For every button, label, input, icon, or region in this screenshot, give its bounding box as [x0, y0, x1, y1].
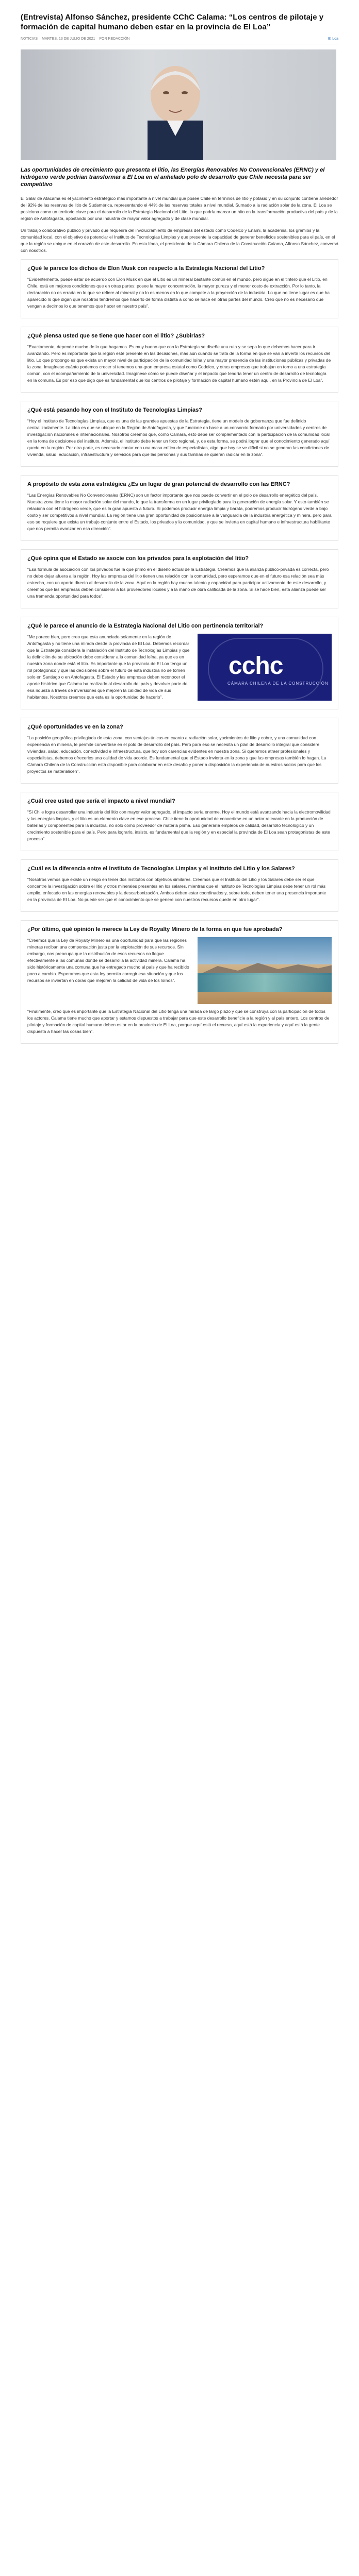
- qa-block: [21, 718, 338, 784]
- qa-block: [21, 401, 338, 467]
- answer-continued: “Finalmente, creo que es importante que la Estrategia Nacional del Litio tenga una mirada de largo plazo y que se construya con la participación de todos los actores. Calama tiene mucho que aportar y estamos dispuestos a trabajar para que este desarrollo beneficie a la región y al país entero. Los centros de pilotaje y formación de capital humano deben estar en la provincia de El Loa, porque aquí está el recurso, aquí está la experiencia y aquí está la gente dispuesta a hacer las cosas bien”.: [27, 1009, 330, 1034]
- question: ¿Qué piensa usted que se tiene que hacer con el litio? ¿Subirlas?: [27, 333, 205, 339]
- question: A propósito de esta zona estratégica ¿Es un lugar de gran potencial de desarrollo con las ERNC?: [27, 481, 290, 487]
- answer: “Las Energías Renovables No Convencionales (ERNC) son un factor importante que nos puede convertir en el polo de desarrollo energético del país. Nuestra zona tiene la mayor radiación solar del mundo, lo que la transforma en un lugar privilegiado para la generación de energía solar. Y esto también se relaciona con el hidrógeno verde, que es la gran apuesta a futuro. Si podemos producir energía limpia y barata, podremos producir hidrógeno verde a bajo costo y ser competitivos a nivel mundial. La región tiene una gran oportunidad de posicionarse a la vanguardia de la industria energética y minera, pero para eso se requiere que exista un trabajo conjunto entre el Estado, los privados y la comunidad, y que se invierta en capital humano e infraestructura habilitante que nos permita avanzar en esa dirección”.: [27, 493, 332, 531]
- answer: “Si Chile logra desarrollar una industria del litio con mayor valor agregado, el impacto sería enorme. Hoy el mundo está avanzando hacia la electromovilidad y las energías limpias, y el litio es un elemento clave en ese proceso. Chile tiene la oportunidad de convertirse en un actor relevante en la producción de baterías y componentes para la industria, no solo como proveedor de materia prima. Eso generaría empleos de calidad, desarrollo tecnológico y un crecimiento sostenible para el país. Pero para lograrlo, insisto, es fundamental que la región y en especial la provincia de El Loa sean protagonistas de este proceso”.: [27, 809, 331, 841]
- qa-block: [21, 792, 338, 851]
- meta-date: MARTES, 13 DE JULIO DE 2021: [42, 37, 95, 41]
- question: ¿Cuál es la diferencia entre el Instituto de Tecnologías Limpias y el Instituto del Litio y los Salares?: [27, 866, 295, 872]
- question: ¿Qué está pasando hoy con el Instituto de Tecnologías Limpias?: [27, 407, 203, 413]
- question: ¿Qué oportunidades ve en la zona?: [27, 724, 123, 730]
- article-lead: Las oportunidades de crecimiento que presenta el litio, las Energías Renovables No Convencionales (ERNC) y el hidrógeno verde podrían transformar a El Loa en el anhelado polo de desarrollo que Chile necesita para ser competitivo: [21, 167, 325, 188]
- answer: “Esa fórmula de asociación con los privados fue la que primó en el diseño actual de la Estrategia. Creemos que la alianza público-privada es correcta, pero no debe dejar afuera a la región. Hoy las empresas del litio tienen una relación con la comunidad, pero esperamos que en el futuro esa relación sea más estrecha, con un aporte directo al desarrollo de la zona. Aquí en la región hay mucho talento y capacidad para participar activamente de este desarrollo, y creemos que las empresas deben considerar a los proveedores locales y a la mano de obra calificada de la zona. Si se hace bien, esta alianza puede ser una tremenda oportunidad para todos”.: [27, 567, 329, 599]
- answer: “Evidentemente, puede estar de acuerdo con Elon Musk en que el Litio es un mineral bastante común en el mundo, pero sigue en el tintero que el Litio, en Chile, está en mejores condiciones que en otras partes: posee la mayor concentración, la mayor pureza y el menor costo de extracción. Por lo tanto, la declaración no es errada en lo que se refiere al mineral y no lo es menos en lo que compete a la proyección de la industria. Lo que no tiene lugar es que ha aparecido lo que digan que nosotros tendremos que hacerlo de forma distinta a como se hace en otras partes del mundo. Creo que no es necesario que vengan a decirnos lo que tenemos que hacer en nuestro país”.: [27, 277, 330, 309]
- question: ¿Qué le parece los dichos de Elon Musk con respecto a la Estrategia Nacional del Litio?: [27, 265, 265, 272]
- article-header: [0, 0, 359, 44]
- qa-block: [21, 549, 338, 608]
- meta-link[interactable]: El Loa: [328, 37, 338, 41]
- answer: “Exactamente, depende mucho de lo que hagamos. Es muy bueno que con la Estrategia se diseñe una ruta y se sepa lo que debemos hacer para ir avanzando. Pero es importante que la región esté presente en las decisiones, más aún cuando se trata de la forma en que se van a invertir los recursos del litio. Lo que propongo es que exista un mayor nivel de participación de la comunidad loína y una mayor presencia de las instituciones públicas y privadas de la zona. Imagínese cuánto podemos crecer si tenemos una gran empresa estatal como Codelco, y otras empresas que trabajan en torno a una estrategia común, con el acompañamiento de la universidad. Imagínese cómo se puede diseñar y el impacto que tendría tener un centro de desarrollo de tecnología en la comuna. Es por eso que digo que es fundamental que los centros de pilotaje y formación de capital humano estén aquí, en la Provincia de El Loa”.: [27, 344, 331, 383]
- question: ¿Qué le parece el anuncio de la Estrategia Nacional del Litio con pertinencia territorial?: [27, 623, 264, 629]
- answer: “Me parece bien, pero creo que esta anunciado solamente en la región de Antofagasta y no tiene una mirada desde la provincia de El Loa. Debemos recordar que la Estrategia considera la instalación del Instituto de Tecnologías Limpias y que la definición de su ubicación debe considerar a la comunidad loína, ya que es en nuestra zona donde está el litio. Es importante que la provincia de El Loa tenga un rol protagónico y que las decisiones sobre el futuro de esta industria no se tomen solo en Santiago o en Antofagasta. El Estado y las empresas deben reconocer el aporte histórico que Calama ha realizado al desarrollo del país y devolver parte de esa riqueza a través de inversiones que mejoren la calidad de vida de sus habitantes. Nosotros creemos que esta es la oportunidad de hacerlo”.: [27, 634, 190, 700]
- qa-block: [21, 475, 338, 541]
- qa-block: [21, 259, 338, 318]
- qa-block: [21, 859, 338, 912]
- qa-block: [21, 617, 338, 709]
- answer: “Creemos que la Ley de Royalty Minero es una oportunidad para que las regiones mineras reciban una compensación justa por la explotación de sus recursos. Sin embargo, nos preocupa que la distribución de esos recursos no llegue efectivamente a las comunas donde se desarrolla la actividad minera. Calama ha sido históricamente una comuna que ha entregado mucho al país y que ha recibido poco a cambio. Esperamos que esta ley permita corregir esa situación y que los recursos se inviertan en obras que mejoren la calidad de vida de los loínos”.: [27, 938, 189, 983]
- article-content: [0, 49, 359, 1044]
- body-paragraph: Un trabajo colaborativo público y privado que requerirá del involucramiento de empresas del estado como Codelco y Enami, la academia, los gremios y la comunidad local, con el objetivo de potenciar el Instituto de Tecnologías Limpias y que presente la capacidad de generar beneficios sostenibles para el país, en el que la región se ubique en el corazón de este desarrollo. En esta línea, el presidente de la Cámara Chilena de la Construcción Calama, Alfonso Sánchez, conversó con nosotros.: [21, 228, 338, 253]
- portrait-illustration: [113, 59, 237, 160]
- answer: “La posición geográfica privilegiada de esta zona, con ventajas únicas en cuanto a radiación solar, yacimientos de litio y cobre, y una comunidad con experiencia en minería, le permite convertirse en el polo de desarrollo del país. Pero para eso se necesita un plan de desarrollo integral que considere viviendas, salud, educación, conectividad e infraestructura, que hoy son carencias evidentes en nuestra zona. Si queremos atraer profesionales y especialistas, debemos ofrecerles una calidad de vida acorde. Es fundamental que el Estado invierta en la zona y que las empresas también lo hagan. La Cámara Chilena de la Construcción está disponible para colaborar en este desafío y poner a disposición la experiencia de nuestros socios para que los proyectos se materialicen”.: [27, 735, 327, 774]
- hero-photo: [21, 49, 336, 160]
- article-title: (Entrevista) Alfonso Sánchez, presidente CChC Calama: “Los centros de pilotaje y formación de capital humano deben estar en la provincia de El Loa”: [21, 13, 324, 31]
- body-paragraph: El Salar de Atacama es el yacimiento estratégico más importante a nivel mundial que posee Chile en términos de litio y potasio y en su conjunto contiene alrededor del 92% de las reservas de litio de Sudamérica, representando el 44% de las reservas totales a nivel mundial. Sumado a la radiación solar de la zona, El Loa se posiciona como un territorio clave para el desarrollo de la Estrategia Nacional del Litio, la que podría marcar un hito en la transformación productiva del país y de la región de Antofagasta, apostando por una industria de mayor valor agregado y de clase mundial.: [21, 196, 338, 221]
- article-meta: [21, 37, 338, 44]
- qa-block: [21, 920, 338, 1044]
- meta-author: POR REDACCIÓN: [99, 37, 130, 41]
- salt-flat-photo: [198, 937, 332, 1004]
- question: ¿Cuál cree usted que sería el impacto a nivel mundial?: [27, 798, 175, 804]
- question: ¿Qué opina que el Estado se asocie con los privados para la explotación del litio?: [27, 555, 249, 562]
- logo-wordmark: cchc: [229, 652, 283, 680]
- answer: “Hoy el Instituto de Tecnologías Limpias, que es una de las grandes apuestas de la Estrategia, tiene un modelo de gobernanza que fue definido centralizadamente. La idea es que se ubique en la Región de Antofagasta, y que funcione en base a un consorcio formado por universidades y centros de investigación nacionales e internacionales. Nosotros creemos que, como Cámara, esto debe ser complementado con la participación de la comunidad local en la toma de decisiones del instituto. Además, el instituto debe tener un foco regional, y, de esta forma, se podrá lograr que el conocimiento generado aquí quede en la región. Por otra parte, es necesario contar con una masa crítica de especialistas, algo que hoy se ve difícil si no se generan las condiciones de vivienda, salud, educación, infraestructura y servicios para que las personas y sus familias se quieran radicar en la zona”.: [27, 418, 330, 457]
- qa-block: [21, 327, 338, 393]
- logo-subtitle: CÁMARA CHILENA DE LA CONSTRUCCIÓN: [227, 681, 329, 686]
- answer: “Nosotros vemos que existe un riesgo en tener dos institutos con objetivos similares. Creemos que el Instituto del Litio y los Salares debe ser el que concentre la investigación sobre el litio y otros minerales presentes en los salares, mientras que el Instituto de Tecnologías Limpias debe tener un rol más amplio, enfocado en las energías renovables y la descarbonización. Ambos deben estar coordinados y, sobre todo, deben tener una presencia importante en la provincia de El Loa. No puede ser que el conocimiento que se genere con nuestros recursos quede en otro lugar”.: [27, 877, 327, 902]
- question: ¿Por último, qué opinión le merece la Ley de Royalty Minero de la forma en que fue aprobada?: [27, 926, 283, 933]
- cchc-logo-image: [198, 634, 332, 701]
- meta-category[interactable]: NOTICIAS: [21, 37, 38, 41]
